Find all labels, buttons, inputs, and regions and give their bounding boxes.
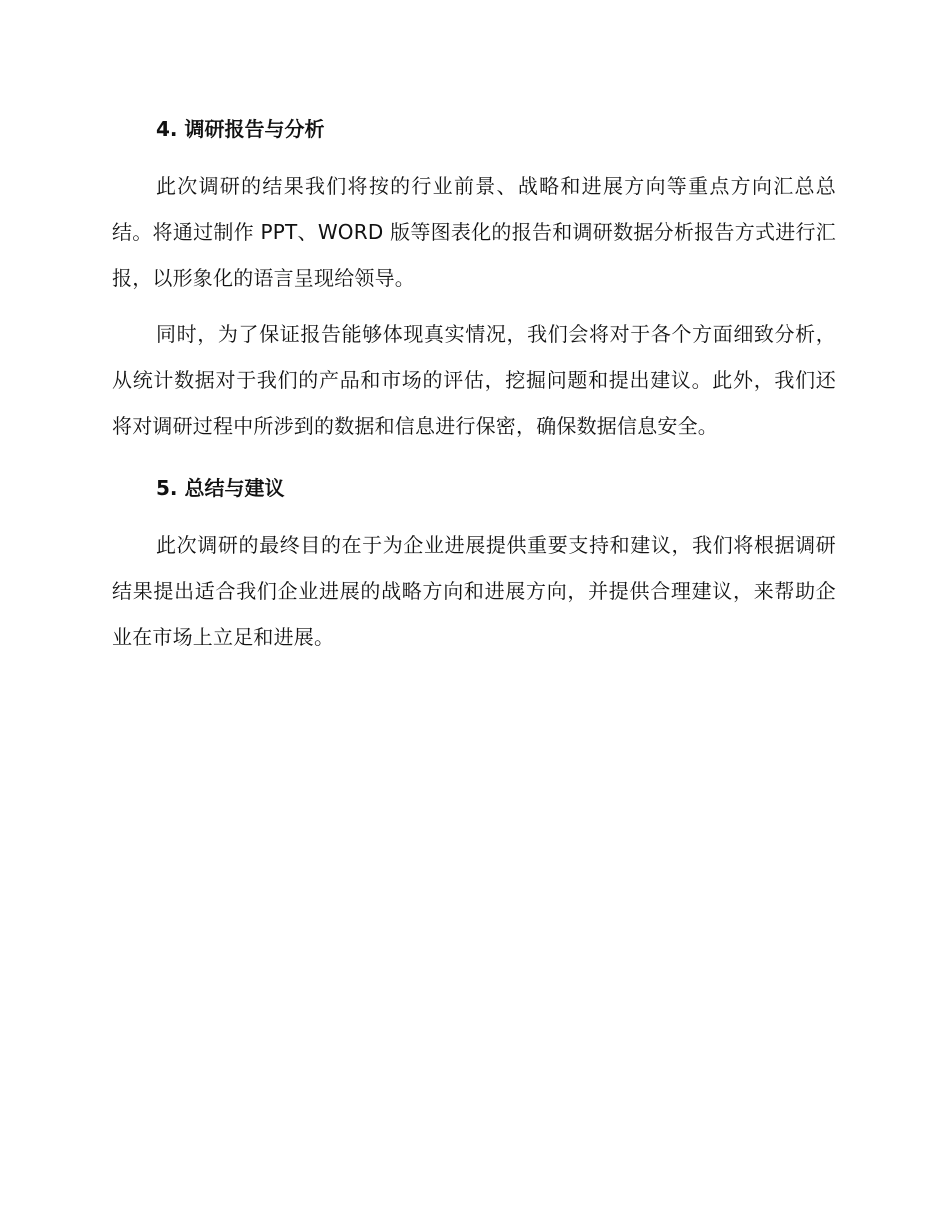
- paragraph-conclusion: 此次调研的最终目的在于为企业进展提供重要支持和建议，我们将根据调研结果提出适合我们企业进展的战略方向和进展方向，并提供合理建议，来帮助企业在市场上立足和进展。: [112, 533, 836, 649]
- paragraph-report-summary: 此次调研的结果我们将按的行业前景、战略和进展方向等重点方向汇总总结。将通过制作 PPT、WORD 版等图表化的报告和调研数据分析报告方式进行汇报，以形象化的语言呈现给领导。: [112, 174, 836, 290]
- section-heading-conclusion: 5. 总结与建议: [156, 476, 285, 500]
- paragraph-report-accuracy: 同时，为了保证报告能够体现真实情况，我们会将对于各个方面细致分析，从统计数据对于我们的产品和市场的评估，挖掘问题和提出建议。此外，我们还将对调研过程中所涉到的数据和信息进行保密，确保数据信息安全。: [112, 322, 836, 438]
- section-heading-report-analysis: 4. 调研报告与分析: [156, 117, 325, 141]
- document-body: [112, 112, 836, 660]
